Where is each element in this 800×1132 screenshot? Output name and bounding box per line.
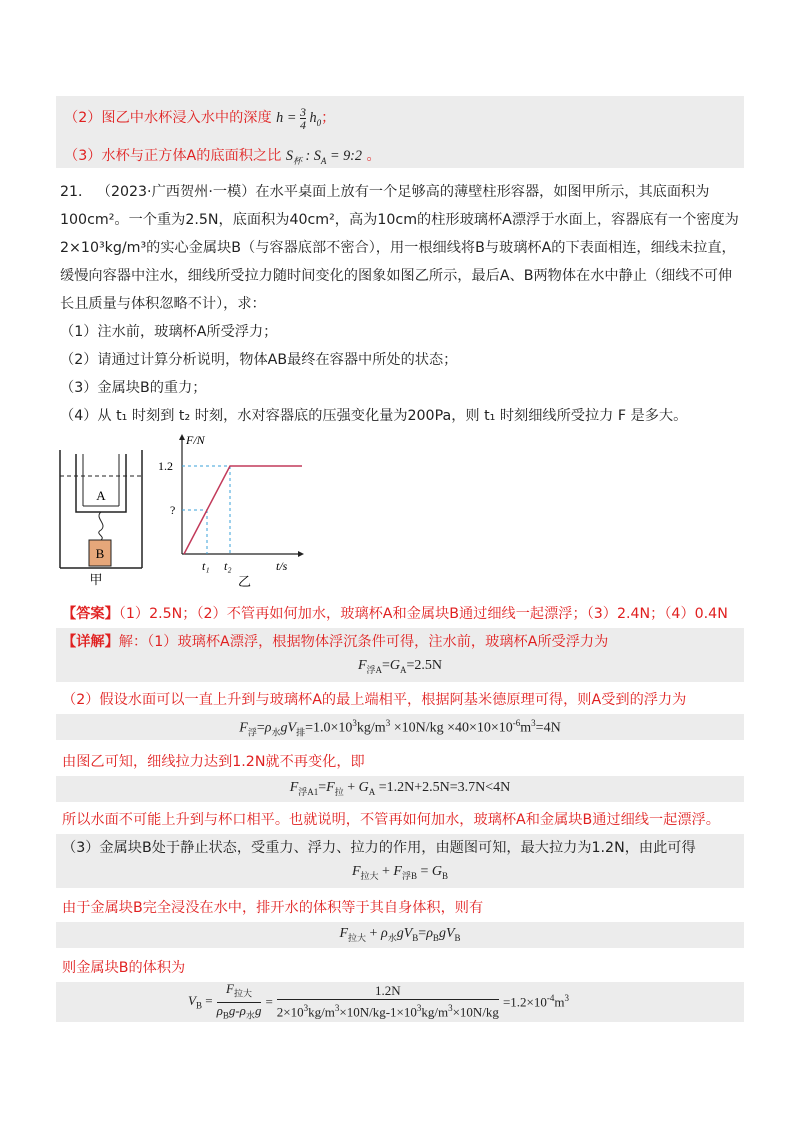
- detail-p2: （2）假设水面可以一直上升到与玻璃杯A的最上端相平，根据阿基米德原理可得，则A受到的浮力为: [62, 692, 687, 708]
- eq6-lhs: $V_B$ =: [188, 993, 213, 1011]
- detail-p5: （3）金属块B处于静止状态，受重力、浮力、拉力的作用，由题图可知，最大拉力为1.2N，由此可得: [62, 840, 696, 856]
- equation-1: $F_{浮A}=G_A=2.5N$: [357, 658, 443, 675]
- problem-line-5: 长且质量与体积忽略不计），求：: [60, 296, 266, 312]
- eq6-frac1: $F_{拉大}$ $\rho_Bg-\rho_水g$: [216, 980, 262, 1021]
- answer-text: （1）2.5N；（2）不管再如何加水，玻璃杯A和金属块B通过细线一起漂浮；（3）2.4N；（4）0.4N: [118, 606, 728, 622]
- problem-line-2: 100cm²。一个重为2.5N，底面积为40cm²，高为10cm的柱形玻璃杯A漂浮于水面上，容器底有一个密度为: [60, 212, 739, 228]
- detail-p7: 则金属块B的体积为: [62, 960, 186, 976]
- figure-yi: [160, 430, 310, 592]
- equation-4: $F_{拉大} + F_{浮B} = G_B$: [351, 864, 449, 881]
- problem-line-4: 缓慢向容器中注水，细线所受拉力随时间变化的图象如图乙所示，最后A、B两物体在水中静止（细线不可伸: [60, 268, 733, 284]
- x-axis-arrow: [298, 551, 304, 557]
- y-axis-arrow: [179, 434, 185, 440]
- thread: [99, 512, 103, 540]
- label-b: B: [95, 546, 105, 561]
- label-a: A: [96, 488, 106, 503]
- detail-p3: 由图乙可知，细线拉力达到1.2N就不再变化，即: [62, 754, 365, 770]
- item3-text: （3）水杯与正方体A的底面积之比: [64, 148, 282, 164]
- question-2: （2）请通过计算分析说明，物体AB最终在容器中所处的状态；: [60, 352, 458, 368]
- detail-p6: 由于金属块B完全浸没在水中，排开水的体积等于其自身体积，则有: [62, 900, 484, 916]
- question-4: （4）从 t₁ 时刻到 t₂ 时刻，水对容器底的压强变化量为200Pa，则 t₁ 时刻细线所受拉力 F 是多大。: [60, 408, 688, 424]
- equation-6: $V_B$ = $F_{拉大}$ $\rho_Bg-\rho_水g$ = $\frac{1.2N}{2\times 10^3kg/m^3\times 10N/kg-1\times 10^3kg/m^3\times 10N/kg}$ $=1.2\times 10^{-4}m^3$: [188, 984, 569, 1020]
- eq6-num2: 1.2N: [277, 983, 499, 1000]
- x-axis-label: t/s: [276, 559, 288, 573]
- equation-2: $F_浮=\rho_水gV_排=1.0\times 10^3kg/m^3 \times 10N/kg \times 40\times 10\times 10^{-6}m^3=4N$: [239, 718, 561, 738]
- answer-item-3: [64, 146, 381, 171]
- y-axis-label: F/N: [186, 433, 205, 447]
- detail-intro: [62, 632, 608, 652]
- y-tick-top: 1.2: [158, 459, 173, 473]
- problem-source: （2023·广西贺州·一模）: [96, 184, 256, 200]
- eq6-result: $=1.2\times 10^{-4}m^3$: [502, 993, 569, 1010]
- detail-intro-text: 解：（1）玻璃杯A漂浮，根据物体浮沉条件可得，注水前，玻璃杯A所受浮力为: [118, 634, 609, 650]
- item2-text: （2）图乙中水杯浸入水中的深度: [64, 109, 272, 126]
- problem-line-1: [60, 182, 709, 202]
- item2-formula: h = $\frac{3}{4}$ $h_0$: [276, 105, 322, 132]
- x-tick-t1: t₁: [202, 559, 210, 573]
- question-3: （3）金属块B的重力；: [60, 380, 207, 396]
- problem-number: 21．: [60, 184, 93, 200]
- answer-line: [62, 604, 728, 624]
- answer-item-2: （2）图乙中水杯浸入水中的深度 h = $\frac{3}{4}$ $h_0$；: [64, 105, 336, 132]
- answer-tag: 【答案】: [62, 606, 119, 622]
- x-tick-t2: t₂: [224, 559, 232, 573]
- figure-jia: [56, 440, 146, 590]
- equation-5: $F_{拉大} + \rho_水gV_B=\rho_BgV_B$: [339, 926, 461, 943]
- eq6-den2: $2\times 10^3kg/m^3\times 10N/kg-1\times 10^3kg/m^3\times 10N/kg$: [276, 1003, 499, 1020]
- detail-p4: 所以水面不可能上升到与杯口相平。也就说明，不管再如何加水，玻璃杯A和金属块B通过细线一起漂浮。: [62, 812, 720, 828]
- eq6-frac2: [277, 983, 499, 1020]
- item3-end: 。: [366, 148, 381, 164]
- equation-3: $F_{浮A1}=F_拉 + G_A =1.2N+2.5N=3.7N<4N$: [289, 780, 511, 797]
- y-tick-mid: ?: [170, 503, 176, 517]
- question-1: （1）注水前，玻璃杯A所受浮力；: [60, 324, 278, 340]
- item3-formula: $S_杯$ : $S_A$ = 9:2: [285, 148, 362, 166]
- problem-text-1: 在水平桌面上放有一个足够高的薄壁柱形容器，如图甲所示，其底面积为: [255, 184, 710, 200]
- problem-line-3: 2×10³kg/m³的实心金属块B（与容器底部不密合），用一根细线将B与玻璃杯A的下表面相连，细线未拉直，: [60, 240, 736, 256]
- detail-tag: 【详解】: [62, 634, 119, 650]
- caption-jia: 甲: [89, 573, 103, 588]
- caption-yi: 乙: [238, 575, 252, 590]
